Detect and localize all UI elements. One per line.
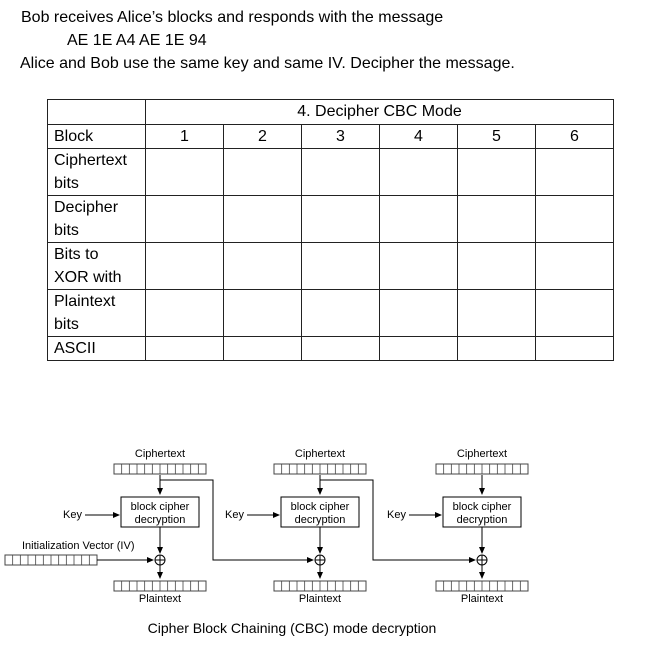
block-number: 5 (458, 125, 536, 149)
answer-cell[interactable] (458, 196, 536, 243)
answer-cell[interactable] (302, 243, 380, 290)
row-label-xor (48, 243, 146, 290)
block-number: 1 (146, 125, 224, 149)
key-label: Key (387, 509, 406, 521)
answer-cell[interactable] (146, 149, 224, 196)
key-label: Key (63, 509, 82, 521)
answer-cell[interactable] (536, 149, 614, 196)
answer-cell[interactable] (146, 196, 224, 243)
row-label-line: bits (54, 222, 79, 239)
row-label-line: Plaintext (54, 293, 116, 310)
cbc-worksheet-table (47, 99, 614, 361)
row-label-plaintext (48, 290, 146, 337)
answer-cell[interactable] (380, 290, 458, 337)
answer-cell[interactable] (458, 243, 536, 290)
row-label-ascii (48, 337, 146, 361)
hex-message: AE 1E A4 AE 1E 94 (67, 32, 207, 49)
answer-cell[interactable] (146, 337, 224, 361)
block-label: decryption (294, 514, 346, 526)
ciphertext-label: Ciphertext (134, 448, 186, 460)
answer-cell[interactable] (458, 149, 536, 196)
block-number: 6 (536, 125, 614, 149)
problem-statement-line-3: Alice and Bob use the same key and same IV. Decipher the message. (20, 55, 515, 72)
answer-cell[interactable] (380, 337, 458, 361)
row-label-line: XOR with (54, 269, 122, 286)
block-label: block cipher (290, 501, 350, 513)
block-number: 2 (224, 125, 302, 149)
answer-cell[interactable] (224, 196, 302, 243)
answer-cell[interactable] (224, 290, 302, 337)
answer-cell[interactable] (302, 149, 380, 196)
answer-cell[interactable] (302, 290, 380, 337)
table-title: 4. Decipher CBC Mode (146, 100, 614, 125)
problem-statement-line-1: Bob receives Alice’s blocks and responds with the message (21, 9, 444, 26)
row-label-line: ASCII (54, 340, 96, 357)
answer-cell[interactable] (380, 149, 458, 196)
answer-cell[interactable] (224, 243, 302, 290)
ciphertext-label: Ciphertext (456, 448, 508, 460)
block-label: block cipher (452, 501, 512, 513)
answer-cell[interactable] (302, 196, 380, 243)
cbc-decryption-diagram (0, 435, 659, 665)
plaintext-label: Plaintext (460, 593, 504, 605)
diagram-caption: Cipher Block Chaining (CBC) mode decryption (147, 620, 437, 636)
row-label-decipher (48, 196, 146, 243)
block-label: block cipher (130, 501, 190, 513)
key-label: Key (225, 509, 244, 521)
block-label: decryption (456, 514, 508, 526)
ciphertext-label: Ciphertext (294, 448, 346, 460)
row-label-line: bits (54, 175, 79, 192)
plaintext-label: Plaintext (298, 593, 342, 605)
answer-cell[interactable] (224, 149, 302, 196)
block-number: 3 (302, 125, 380, 149)
answer-cell[interactable] (536, 196, 614, 243)
block-header-label: Block (48, 125, 146, 149)
answer-cell[interactable] (536, 243, 614, 290)
answer-cell[interactable] (380, 196, 458, 243)
answer-cell[interactable] (380, 243, 458, 290)
block-label: decryption (134, 514, 186, 526)
row-label-line: Ciphertext (54, 152, 127, 169)
answer-cell[interactable] (458, 337, 536, 361)
row-label-line: Decipher (54, 199, 119, 216)
answer-cell[interactable] (302, 337, 380, 361)
answer-cell[interactable] (146, 290, 224, 337)
answer-cell[interactable] (536, 290, 614, 337)
answer-cell[interactable] (458, 290, 536, 337)
row-label-line: Bits to (54, 246, 99, 263)
answer-cell[interactable] (146, 243, 224, 290)
answer-cell[interactable] (224, 337, 302, 361)
answer-cell[interactable] (536, 337, 614, 361)
row-label-line: bits (54, 316, 79, 333)
row-label-ciphertext (48, 149, 146, 196)
iv-label: Initialization Vector (IV) (22, 540, 135, 552)
plaintext-label: Plaintext (138, 593, 182, 605)
block-number: 4 (380, 125, 458, 149)
